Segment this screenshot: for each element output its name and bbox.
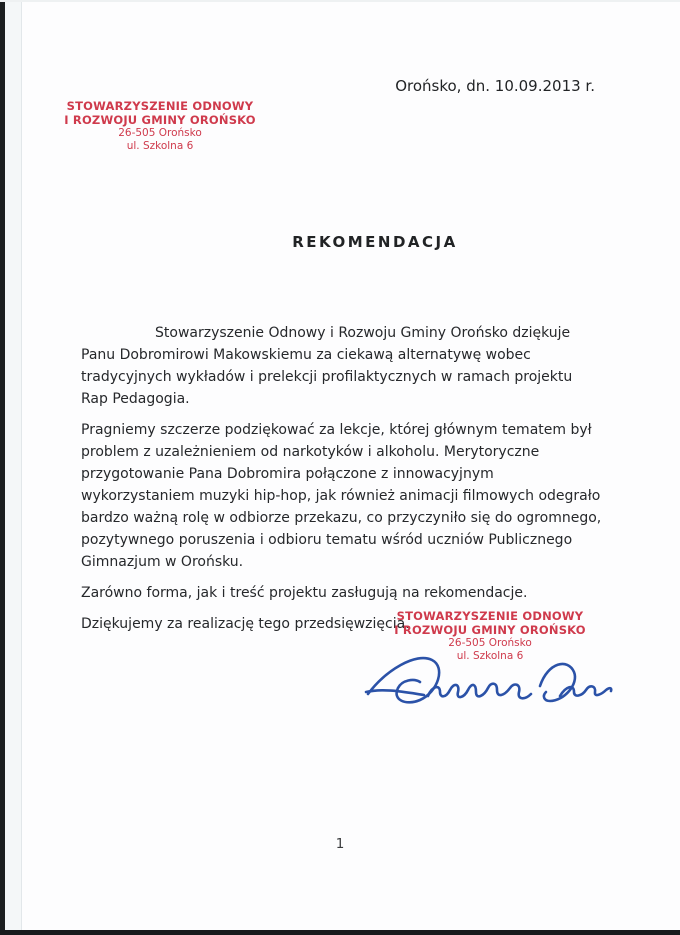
handwritten-signature: [364, 648, 614, 716]
scan-edge-top: [0, 0, 680, 2]
paragraph-2: Pragniemy szczerze podziękować za lekcje, której głównym tematem był problem z uzależnieniem od narkotyków i alkoholu. Merytoryczne przygotowanie Pana Dobromira połączone z innowacyjnym wykorzystaniem muzyki hip-hop, jak również animacji filmowych odegrało bardzo ważną rolę w odbiorze przekazu, co przyczyniło się do ogromnego, pozytywnego poruszenia i odbioru tematu wśród uczniów Publicznego Gimnazjum w Orońsku.: [81, 422, 602, 570]
paragraph-3: Zarówno forma, jak i treść projektu zasługują na rekomendacje.: [81, 585, 528, 601]
org-stamp-top: [55, 99, 265, 153]
paper-edge-line: [21, 0, 22, 935]
signature-scribble-icon: [364, 648, 614, 716]
letter-body: [81, 322, 603, 644]
scan-gutter-left: [5, 0, 21, 935]
stamp-org-line2: I ROZWOJU GMINY OROŃSKO: [64, 113, 256, 127]
stamp-org-line1: STOWARZYSZENIE ODNOWY: [66, 99, 254, 113]
stamp-address-line1: 26-505 Orońsko: [118, 127, 202, 139]
stamp-address-line2: ul. Szkolna 6: [126, 140, 194, 152]
stamp-org-line1: STOWARZYSZENIE ODNOWY: [396, 609, 584, 623]
scan-edge-bottom: [0, 930, 680, 935]
page-number: 1: [335, 836, 345, 852]
stamp-org-line2: I ROZWOJU GMINY OROŃSKO: [394, 623, 586, 637]
stamp-address-line1: 26-505 Orońsko: [448, 637, 532, 649]
letter-title: REKOMENDACJA: [292, 233, 458, 251]
paragraph-4: Dziękujemy za realizację tego przedsięwzięcia.: [81, 616, 410, 632]
dateline: Orońsko, dn. 10.09.2013 r.: [395, 77, 595, 95]
paragraph-1: Stowarzyszenie Odnowy i Rozwoju Gminy Orońsko dziękuje Panu Dobromirowi Makowskiemu za ciekawą alternatywę wobec tradycyjnych wykładów i prelekcji profilaktycznych w ramach projektu Rap Pedagogia.: [81, 325, 573, 407]
stamp-address-line2: ul. Szkolna 6: [456, 650, 524, 662]
